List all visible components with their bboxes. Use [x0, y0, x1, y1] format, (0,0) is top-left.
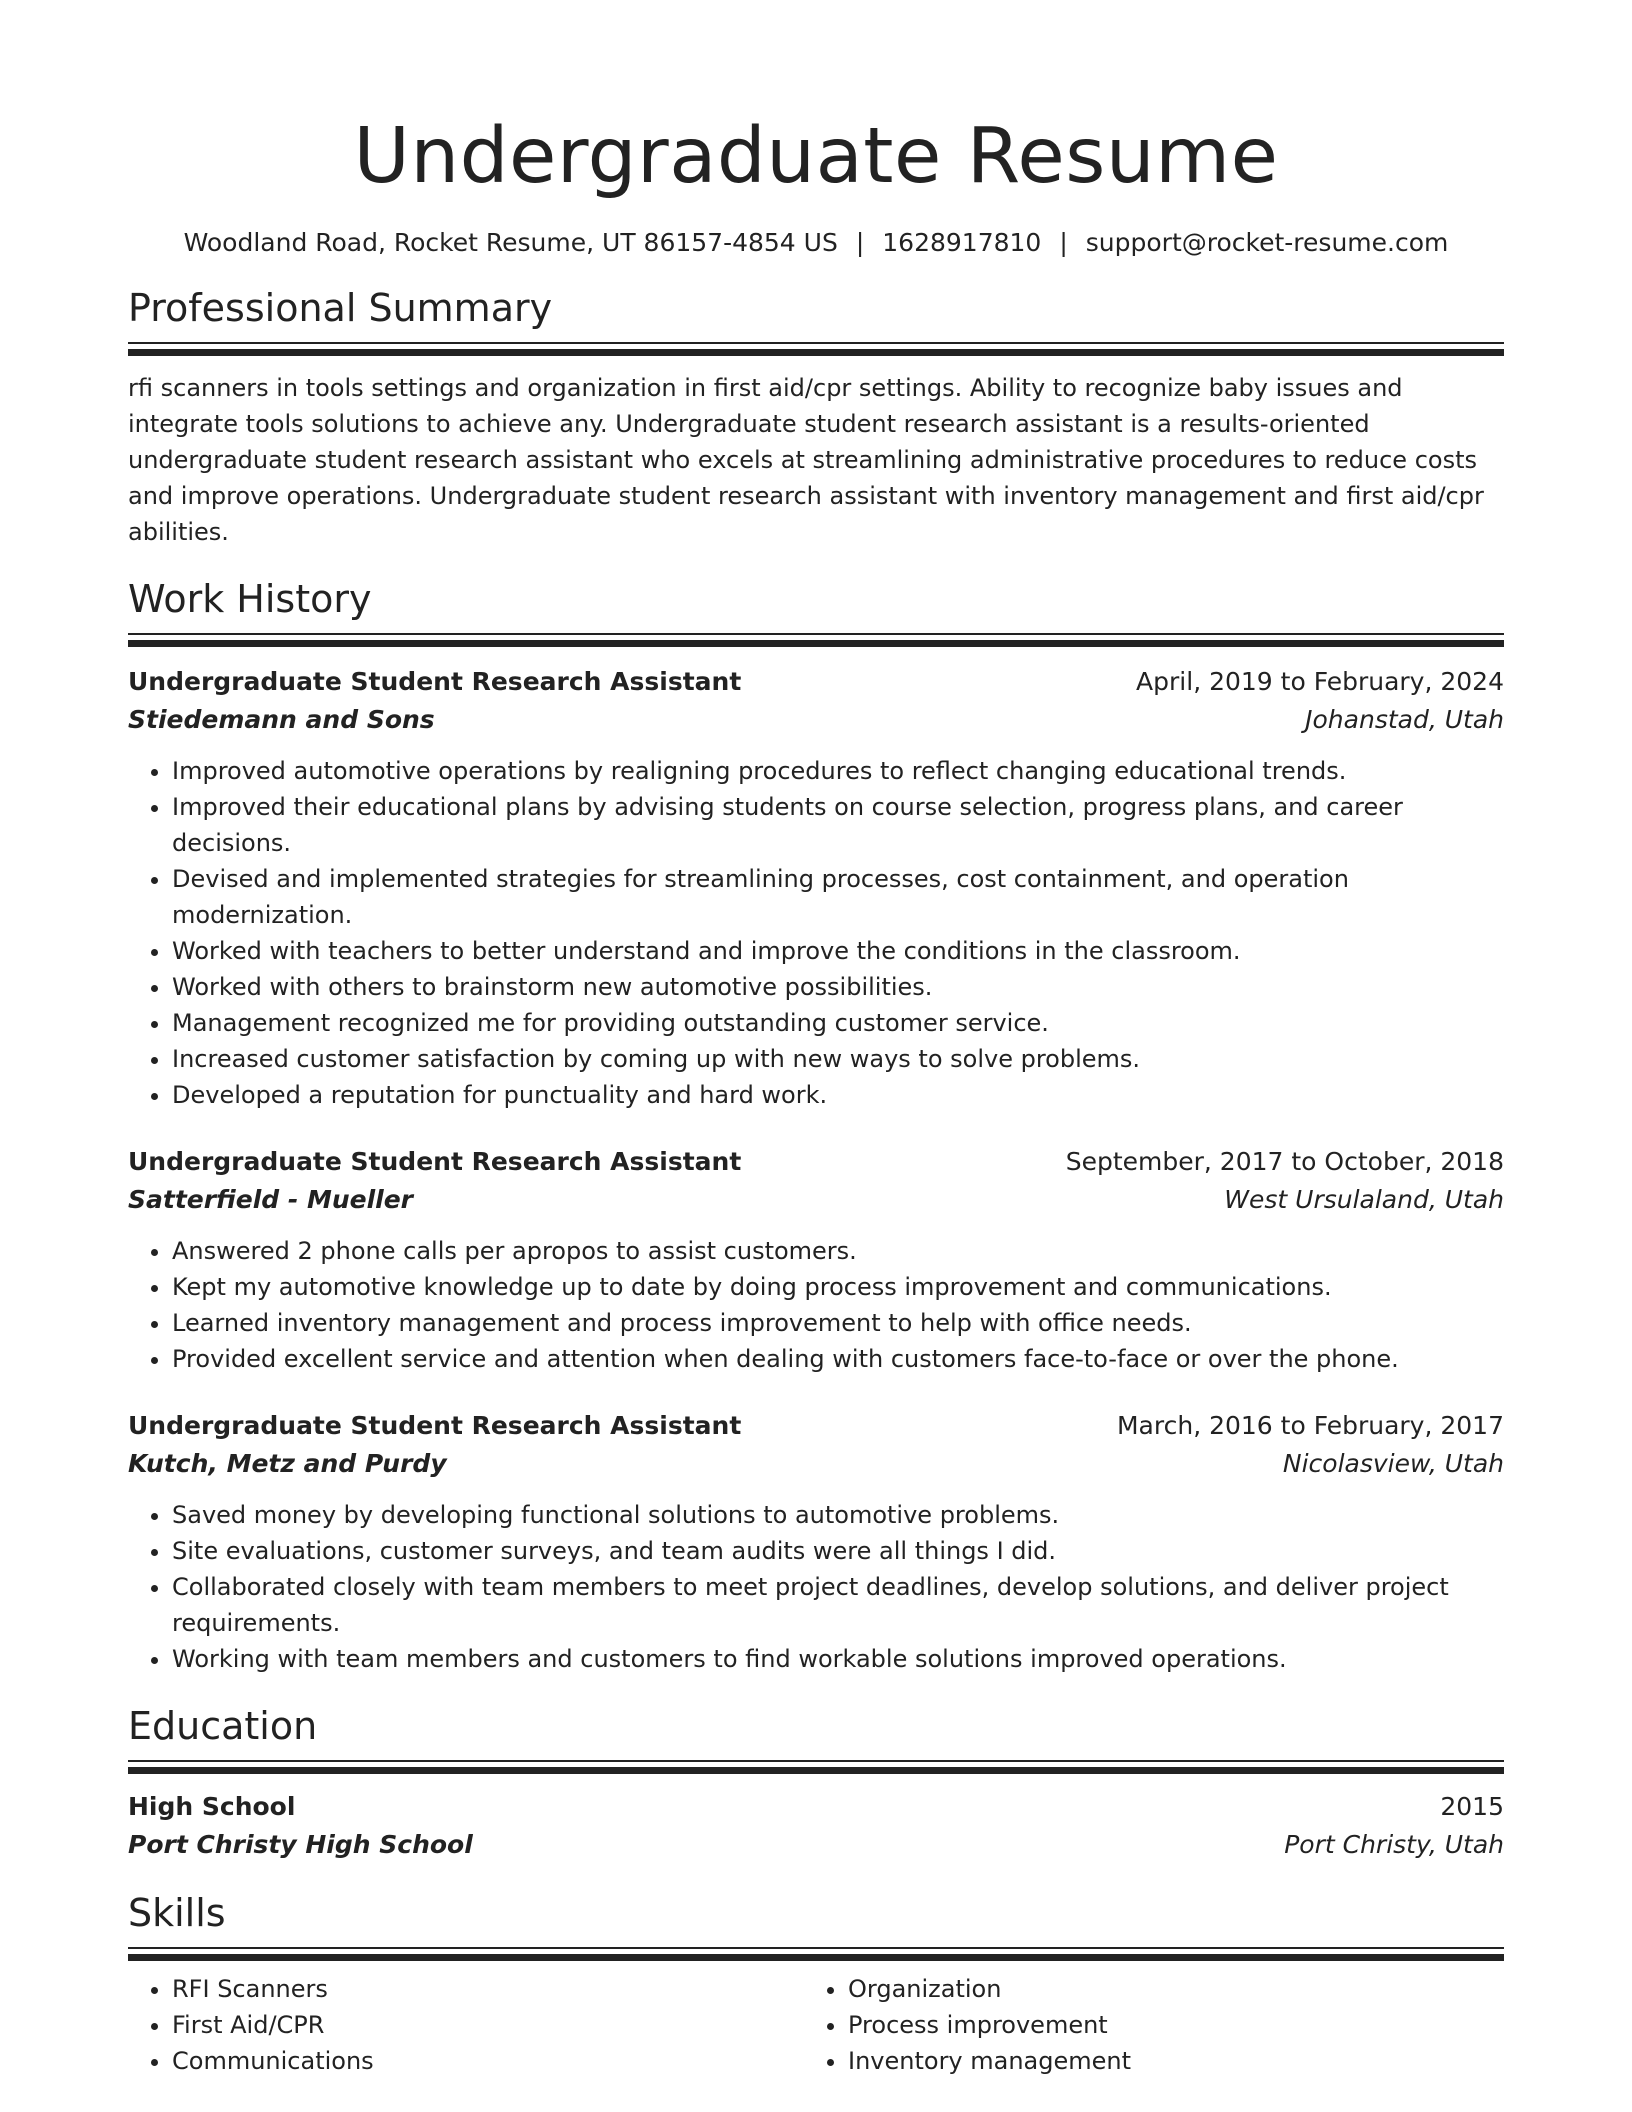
job-company: Kutch, Metz and Purdy [128, 1449, 447, 1478]
job-bullet: • Worked with teachers to better understand and improve the conditions in the classroom. [172, 933, 1504, 969]
contact-separator: | [855, 228, 865, 257]
job-bullet: • Site evaluations, customer surveys, and team audits were all things I did. [172, 1533, 1504, 1569]
education-school: Port Christy High School [128, 1830, 473, 1859]
skill-item: • Inventory management [848, 2043, 1480, 2079]
job-dates: April, 2019 to February, 2024 [1136, 667, 1504, 696]
education-subheader [128, 1826, 1504, 1864]
job-header [128, 663, 1504, 701]
job-header [128, 1143, 1504, 1181]
job-bullet: • Provided excellent service and attention when dealing with customers face-to-face or over the phone. [172, 1341, 1504, 1377]
job-bullet: • Developed a reputation for punctuality and hard work. [172, 1077, 1504, 1113]
job-bullet: • Improved automotive operations by realigning procedures to reflect changing educational trends. [172, 753, 1504, 789]
contact-address: Woodland Road, Rocket Resume, UT 86157-4854 US [183, 228, 838, 257]
education-location: Port Christy, Utah [1284, 1830, 1504, 1859]
section-divider [128, 1760, 1504, 1774]
job-title: Undergraduate Student Research Assistant [128, 1411, 742, 1440]
summary-text: rfi scanners in tools settings and organization in first aid/cpr settings. Ability to recognize baby issues and integrate tools solutions to achieve any. Undergraduate student research assistant is a results-oriented undergraduate student research assistant who excels at streamlining administrative procedures to reduce costs and improve operations. Undergraduate student research assistant with inventory management and first aid/cpr abilities. [128, 374, 1484, 546]
skill-item: • Organization [848, 1971, 1480, 2007]
job-bullet: • Increased customer satisfaction by coming up with new ways to solve problems. [172, 1041, 1504, 1077]
job-bullet: • Answered 2 phone calls per apropos to assist customers. [172, 1233, 1504, 1269]
job-bullet: • Collaborated closely with team members to meet project deadlines, develop solutions, and deliver project requirements. [172, 1569, 1504, 1641]
job-bullet: • Saved money by developing functional solutions to automotive problems. [172, 1497, 1504, 1533]
job-bullet: • Learned inventory management and process improvement to help with office needs. [172, 1305, 1504, 1341]
skill-item: • First Aid/CPR [172, 2007, 804, 2043]
job-bullets [128, 1233, 1504, 1377]
work-section [128, 576, 1504, 1677]
contact-line [128, 227, 1504, 259]
section-title-skills: Skills [128, 1891, 226, 1935]
job-location: Nicolasview, Utah [1282, 1449, 1504, 1478]
job-bullet: • Working with team members and customers to find workable solutions improved operations. [172, 1641, 1504, 1677]
job-bullet: • Management recognized me for providing outstanding customer service. [172, 1005, 1504, 1041]
section-divider [128, 633, 1504, 647]
section-divider [128, 1947, 1504, 1961]
resume-name: Undergraduate Resume [353, 112, 1279, 201]
education-section [128, 1703, 1504, 1864]
job-subheader [128, 1181, 1504, 1219]
contact-phone: 1628917810 [882, 228, 1042, 257]
section-title-work: Work History [128, 577, 372, 621]
summary-section [128, 285, 1504, 550]
job-bullet: • Kept my automotive knowledge up to date by doing process improvement and communications. [172, 1269, 1504, 1305]
job-location: Johanstad, Utah [1305, 705, 1504, 734]
skills-list [128, 1971, 804, 2079]
skill-item: • Communications [172, 2043, 804, 2079]
job-bullet: • Worked with others to brainstorm new automotive possibilities. [172, 969, 1504, 1005]
job-title: Undergraduate Student Research Assistant [128, 667, 742, 696]
job-company: Satterfield - Mueller [128, 1185, 413, 1214]
skills-grid [128, 1971, 1504, 2079]
job-dates: September, 2017 to October, 2018 [1065, 1147, 1504, 1176]
job-bullet: • Improved their educational plans by advising students on course selection, progress plans, and career decisions. [172, 789, 1504, 861]
education-year: 2015 [1440, 1792, 1504, 1821]
job-bullets [128, 753, 1504, 1113]
job-subheader [128, 1445, 1504, 1483]
skills-column-left [128, 1971, 804, 2079]
skill-item: • RFI Scanners [172, 1971, 804, 2007]
job-header [128, 1407, 1504, 1445]
job-location: West Ursulaland, Utah [1224, 1185, 1504, 1214]
job-entry [128, 1143, 1504, 1377]
section-title-summary: Professional Summary [128, 286, 553, 330]
section-title-education: Education [128, 1704, 318, 1748]
skills-column-right [804, 1971, 1480, 2079]
skill-item: • Process improvement [848, 2007, 1480, 2043]
job-title: Undergraduate Student Research Assistant [128, 1147, 742, 1176]
contact-separator: | [1059, 228, 1068, 257]
job-subheader [128, 701, 1504, 739]
skills-list [804, 1971, 1480, 2079]
skills-section [128, 1890, 1504, 2079]
job-dates: March, 2016 to February, 2017 [1116, 1411, 1504, 1440]
section-divider [128, 342, 1504, 356]
job-bullets [128, 1497, 1504, 1677]
job-entry [128, 1407, 1504, 1677]
education-degree: High School [128, 1792, 296, 1821]
education-header [128, 1788, 1504, 1826]
job-company: Stiedemann and Sons [128, 705, 435, 734]
job-bullet: • Devised and implemented strategies for streamlining processes, cost containment, and operation modernization. [172, 861, 1504, 933]
job-entry [128, 663, 1504, 1113]
contact-email: support@rocket-resume.com [1085, 228, 1449, 257]
